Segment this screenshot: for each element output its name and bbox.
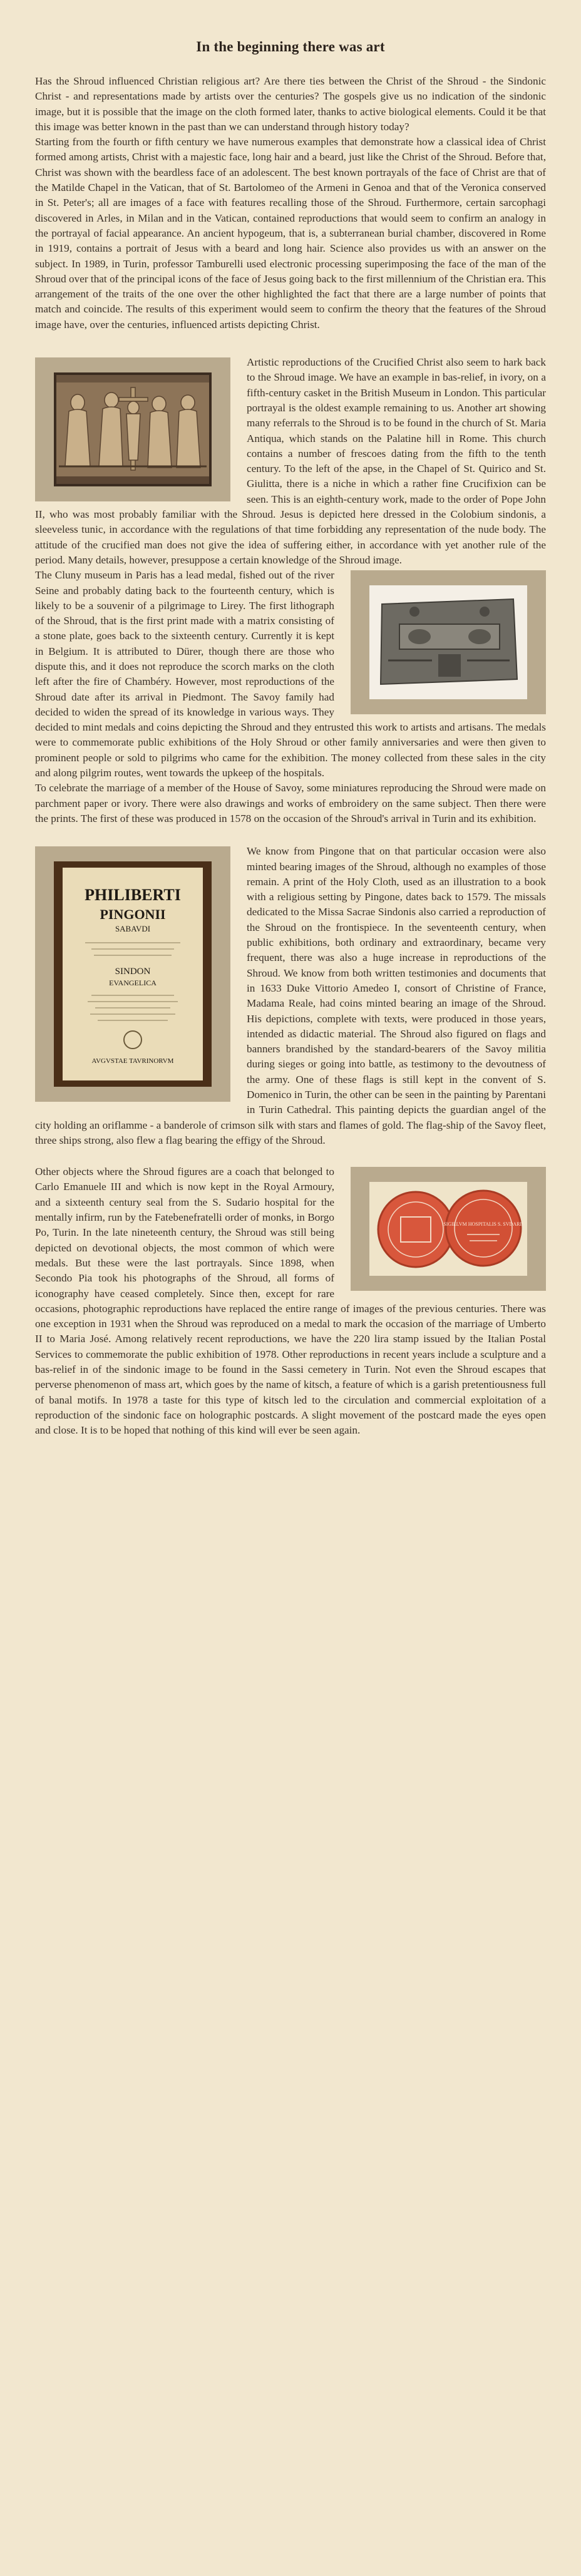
other-objects-paragraph: Other objects where the Shroud figures are a coach that belonged to Carlo Emanuele III and which is now kept in the Royal Armoury, and a sixteenth century seal from the S. Sudario hospital for the mentally infirm, run by the Fatebenefratelli order of monks, in Borgo Po, Turin. In the late nineteenth century, the Shroud was still being depicted on devotional objects, the most common of which were medals. But these were the last portrayals. Since 1898, when Secondo Pia took his photographs of the Shroud, all forms of iconography have ceased completely. Since then, except for rare occasions, photographic reproductions have replaced the entire range of images of the previous centuries. There was one exception in 1931 when the Shroud was reproduced on a medal to mark the occasion of the marriage of Umberto II to Maria José. Among relatively recent reproductions, we have the 220 lira stamp issued by the Italian Postal Services to commemorate the public exhibition of 1978. Other reproductions in recent years include a sculpture and a bas-relief in of the sindonic image to be found in the Sassi cemetery in Turin. Not even the Shroud escapes that perverse phenomenon of mass art, which goes by the name of kitsch, a feature of which is a garish pretentiousness full of banal motifs. In 1978 a taste for this type of kitsch led to the circulation and commercial exploitation of a reproduction of the sindonic face on holographic postcards. A slight movement of the postcard made the eyes open and close. It is to be hoped that nothing of this kind will ever be seen again. bbox=[35, 1166, 546, 1437]
miniatures-paragraph: To celebrate the marriage of a member of the House of Savoy, some miniatures reproducing the Shroud were made on parchment paper or ivory. There were also drawings and works of embroidery on the same subject. Then there were the prints. The first of these was produced in 1578 on the occasion of the Shroud's arrival in Turin and its exhibition. bbox=[35, 782, 546, 824]
ivory-casket-relief-image bbox=[54, 372, 212, 486]
book-imprint: AVGVSTAE TAVRINORVM bbox=[91, 1057, 174, 1065]
ivory-casket-image-frame bbox=[35, 357, 230, 501]
hospital-seal-image-frame bbox=[351, 1167, 546, 1291]
pingone-book-image-frame bbox=[35, 846, 230, 1102]
medals-paragraph: The Cluny museum in Paris has a lead medal, fished out of the river Seine and probably dating back to the fourteenth century, which is likely to be a souvenir of a pilgrimage to Lirey. The first lithograph of the Shroud, that is the first print made with a matrix consisting of a stone plate, goes back to the sixteenth century. Currently it is kept in Belgium. It is attributed to Dürer, though there are those who dispute this, and it does not reproduce the scorch marks on the cloth left after the fire of Chambéry. However, most reproductions of the Shroud date after its arrival in Piedmont. The Savoy family had decided to widen the spread of its knowledge in various ways. They decided to mint medals and coins depicting the Shroud and they entrusted this work to artists and artisans. The medals were to commemorate public exhibitions of the Holy Shroud or other family anniversaries and were then given to prominent people or sold to pilgrims who came for the exhibition. The money collected from these sales in the city and along pilgrim routes, went towards the upkeep of the hospitals. bbox=[35, 569, 546, 779]
crucifixion-paragraph: Artistic reproductions of the Crucified Christ also seem to hark back to the Shroud image. We have an example in bas-relief, in ivory, on a fifth-century casket in the British Museum in London. This particular portrayal is the oldest example remaining to us. Another art showing many referrals to the Shroud is to be found in the church of St. Maria Antiqua, which stands on the Palatine hill in Rome. This church contains a number of frescoes dating from the fifth to the tenth century. To the left of the apse, in the Chapel of St. Quirico and St. Giulitta, there is a niche in which a rather fine Crucifixion can be seen. This is an eighth-century work, made to the order of Pope John II, who was most probably familiar with the Shroud. Jesus is depicted here dressed in the Colobium sindonis, a sleeveless tunic, in accordance with the regulations of that time forbidding any representation of the nude body. The attitude of the crucified man does not give the idea of suffering either, in accordance with yet another rule of the period. Many details, however, presuppose a certain knowledge of the Shroud image. bbox=[35, 356, 546, 566]
lead-medal-image bbox=[369, 585, 527, 699]
lead-medal-image-frame bbox=[351, 570, 546, 714]
book-title-line2: PINGONII bbox=[100, 906, 166, 923]
book-title-line4: SINDON bbox=[115, 967, 151, 977]
page-title: In the beginning there was art bbox=[196, 39, 385, 54]
book-title-line5: EVANGELICA bbox=[109, 978, 157, 988]
hospital-seal-image bbox=[369, 1182, 527, 1276]
book-title-line3: SABAVDI bbox=[115, 924, 151, 934]
intro-paragraph: Has the Shroud influenced Christian religious art? Are there ties between the Christ of the Shroud - the Sindonic Christ - and representations made by artists over the centuries? The gospels give us no indication of the sindonic image, but it is possible that the image on the cloth formed later, thanks to active biological elements. Could it be that this image was better known in the past than we can understand through history today? bbox=[35, 75, 546, 133]
seal-legend: SIGILLVM HOSPITALIS S. SVDARII bbox=[443, 1221, 523, 1228]
pingone-book-image bbox=[54, 861, 212, 1087]
history-paragraph: Starting from the fourth or fifth century we have numerous examples that demonstrate how a classical idea of Christ formed among artists, Christ with a majestic face, long hair and a beard, just like the Christ of the Shroud. Before that, Christ was shown with the beardless face of an adolescent. The best known portrayals of the face of Christ are that of the Matilde Chapel in the Vatican, that of St. Bartolomeo of the Armeni in Genoa and that of the Veronica conserved in St. Peter's; all are images of a face with features recalling those of the Shroud. Furthermore, certain sarcophagi discovered in Arles, in Milan and in the Vatican, contained reproductions that would seem to confirm an analogy in the portrayal of facial appearance. An ancient hypogeum, that is, a subterranean burial chamber, discovered in Rome in 1919, contains a portrait of Jesus with a beard and long hair. Science also provides us with an answer on the subject. In 1989, in Turin, professor Tamburelli used electronic processing superimposing the face of the man of the Shroud over that of the principal icons of the face of Jesus going back to the first millennium of the Christian era. This arrangement of the traits of the one over the other highlighted the fact that there are a large number of points that match and coincide. The results of this experiment would seem to confirm the theory that the features of the Shroud image have, over the centuries, influenced artists depicting Christ. bbox=[35, 136, 546, 331]
pingone-paragraph: We know from Pingone that on that particular occasion were also minted bearing images of the Shroud, although no examples of those remain. A print of the Holy Cloth, used as an illustration to a book with a religious setting by Pingone, dates back to 1579. The missals dedicated to the Missa Sacrae Sindonis also carried a reproduction of the Shroud on the frontispiece. In the seventeenth century, when public exhibitions, both ordinary and extraordinary, became very frequent, there was also a huge increase in reproductions of the Shroud. We know from both written testimonies and documents that in 1633 Duke Vittorio Amedeo I, consort of Christine of France, Madama Reale, had coins minted bearing an image of the Shroud. His depictions, complete with texts, were produced in those years, intended as didactic material. The Shroud also figured on flags and banners brandished by the standard-bearers of the Savoy militia during sieges or going into battle, as testimony to the devoutness of the army. One of these flags is still kept in the convent of S. Domenico in Turin, the other can be seen in the painting by Parentani in Turin Cathedral. This painting depicts the guardian angel of the city holding an oriflamme - a banderole of crimson silk with stars and flames of gold. The flag-ship of the Savoy fleet, three ships strong, also flew a flag bearing the effigy of the Shroud. bbox=[35, 845, 546, 1146]
book-title-line1: PHILIBERTI bbox=[85, 886, 181, 905]
